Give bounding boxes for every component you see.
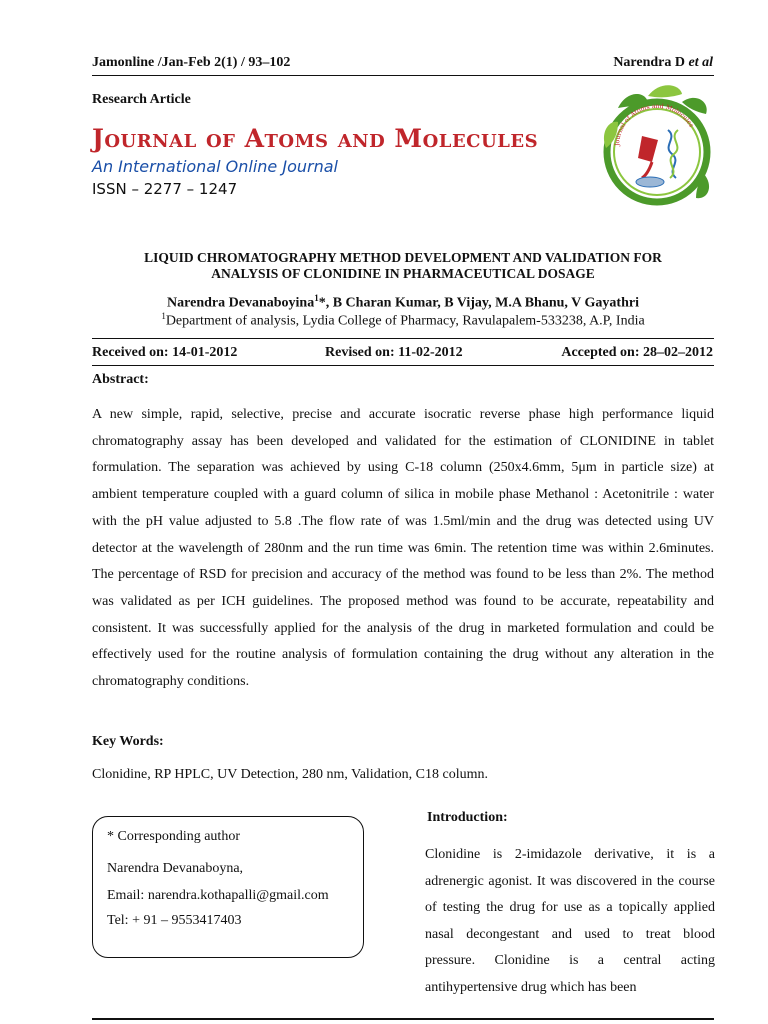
corresponding-email: Email: narendra.kothapalli@gmail.com — [107, 888, 329, 903]
header-rule — [92, 75, 714, 76]
corresponding-tel: Tel: + 91 – 9553417403 — [107, 913, 242, 928]
logo-leaf-icon — [648, 85, 682, 97]
logo-dish-icon — [636, 177, 664, 187]
dates-rule-bottom — [92, 365, 714, 366]
introduction-heading: Introduction: — [427, 810, 508, 825]
header-author: Narendra D et al — [613, 55, 713, 70]
journal-name: Journal of Atoms and Molecules — [92, 124, 539, 153]
keywords-text: Clonidine, RP HPLC, UV Detection, 280 nm, Validation, C18 column. — [92, 767, 489, 782]
footer-rule — [92, 1018, 714, 1020]
abstract-text: A new simple, rapid, selective, precise and accurate isocratic reverse phase high performance liquid chromatography assay has been developed and validated for the estimation of CLONIDINE in tablet formulation. The separation was achieved by using C-18 column (250x4.6mm, 5μm in particle size) at ambient temperature coupled with a guard column of silica in mobile phase Methanol : Acetonitrile : water with the pH value adjusted to 5.8 .The flow rate of was 1.5ml/min and the drug was detected using UV detector at the wavelength of 280nm and the run time was 6min. The retention time was within 2.6minutes. The percentage of RSD for precision and accuracy of the method was found to be less than 2%. The method was validated as per ICH guidelines. The proposed method was found to be accurate, repeatability and consistent. It was successfully applied for the analysis of the drug in marketed formulation and could be effectively used for the routine analysis of formulation containing the drug without any alteration in the chromatography conditions. — [92, 407, 714, 690]
introduction-text: Clonidine is 2-imidazole derivative, it is a adrenergic agonist. It was discovered in the course of testing the drug for use as a topically applied nasal decongestant and used to treat blood pressure. Clonidine is a central acting antihypertensive drug which has been — [425, 847, 715, 995]
journal-issn: ISSN – 2277 – 1247 — [92, 180, 238, 198]
header-citation: Jamonline /Jan-Feb 2(1) / 93–102 — [92, 55, 291, 70]
dates-rule-top — [92, 338, 714, 339]
date-received: Received on: 14-01-2012 — [92, 345, 238, 360]
logo-ring-text: Journal of Atoms and Molecules — [613, 102, 695, 147]
article-type: Research Article — [92, 92, 191, 107]
keywords-heading: Key Words: — [92, 734, 164, 749]
journal-subtitle: An International Online Journal — [92, 157, 338, 176]
date-revised: Revised on: 11-02-2012 — [325, 345, 463, 360]
journal-logo — [598, 78, 716, 214]
author-list: Narendra Devanaboyina$^1$*, B Charan Kumar, B Vijay, M.A Bhanu, V Gayathri — [167, 293, 639, 311]
date-accepted: Accepted on: 28–02–2012 — [561, 345, 713, 360]
corresponding-name: Narendra Devanaboyna, — [107, 861, 244, 876]
affiliation: $^1$Department of analysis, Lydia College of Pharmacy, Ravulapalem-533238, A.P, India — [161, 311, 645, 329]
article-title: LIQUID CHROMATOGRAPHY METHOD DEVELOPMENT AND VALIDATION FOR ANALYSIS OF CLONIDINE IN PHARMACEUTICAL DOSAGE — [144, 250, 662, 281]
corresponding-label: * Corresponding author — [107, 829, 240, 844]
abstract-heading: Abstract: — [92, 372, 149, 387]
